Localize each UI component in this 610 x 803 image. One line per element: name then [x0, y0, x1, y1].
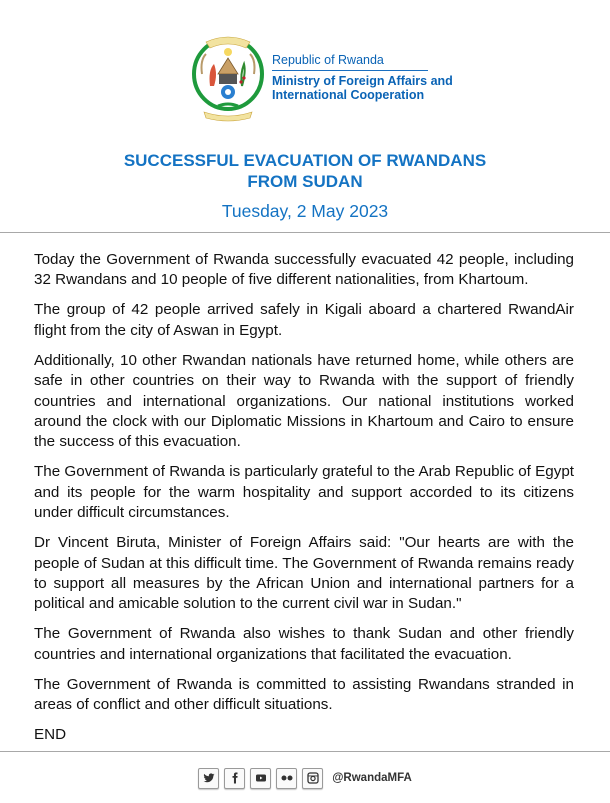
- paragraph: Dr Vincent Biruta, Minister of Foreign Affairs said: "Our hearts are with the people of Sudan at this difficult time. The Government of Rwanda remains ready to support all measures by the African Union and international partners for a political and amicable solution to the current civil war in Sudan.": [34, 534, 574, 613]
- release-date: Tuesday, 2 May 2023: [221, 201, 389, 221]
- twitter-icon: [203, 772, 215, 784]
- press-release-title: [0, 150, 610, 192]
- social-footer: [0, 766, 610, 790]
- youtube-button[interactable]: [250, 768, 271, 789]
- youtube-icon: [255, 772, 267, 784]
- paragraph: The Government of Rwanda is particularly grateful to the Arab Republic of Egypt and its people for the warm hospitality and support accorded to its citizens under difficult circumstances.: [34, 463, 574, 522]
- ministry-name: [272, 74, 453, 102]
- social-handle[interactable]: @RwandaMFA: [332, 772, 412, 784]
- paragraph: The Government of Rwanda is committed to assisting Rwandans stranded in areas of conflict and other difficult situations.: [34, 675, 574, 714]
- paragraph: Today the Government of Rwanda successfully evacuated 42 people, including 32 Rwandans and 10 people of five different nationalities, from Khartoum.: [34, 251, 574, 289]
- end-marker: END: [34, 726, 67, 744]
- ministry-line-1: Ministry of Foreign Affairs and: [272, 74, 453, 88]
- facebook-icon: [229, 772, 241, 784]
- facebook-button[interactable]: [224, 768, 245, 789]
- coat-of-arms-icon: [188, 30, 268, 122]
- paragraph: The Government of Rwanda also wishes to thank Sudan and other friendly countries and international organizations that facilitated the evacuation.: [34, 625, 574, 663]
- twitter-button[interactable]: [198, 768, 219, 789]
- divider-top: [0, 232, 610, 233]
- flickr-icon: [280, 772, 294, 784]
- title-line-2: FROM SUDAN: [247, 172, 363, 191]
- instagram-icon: [307, 772, 319, 784]
- organization-name: [272, 53, 453, 102]
- flickr-button[interactable]: [276, 768, 297, 789]
- title-line-1: SUCCESSFUL EVACUATION OF RWANDANS: [123, 151, 487, 170]
- press-release-body: [34, 250, 574, 755]
- republic-label: Republic of Rwanda: [272, 53, 428, 71]
- divider-bottom: [0, 751, 610, 752]
- paragraph: The group of 42 people arrived safely in Kigali aboard a chartered RwandAir flight from the city of Aswan in Egypt.: [34, 301, 574, 339]
- instagram-button[interactable]: [302, 768, 323, 789]
- ministry-line-2: International Cooperation: [272, 88, 425, 102]
- paragraph: Additionally, 10 other Rwandan nationals have returned home, while others are safe in other countries on their way to Rwanda with the support of friendly countries and international organizations. Our national institutions worked around the clock with our Diplomatic Missions in Khartoum and Cairo to ensure the success of this evacuation.: [34, 351, 574, 451]
- letterhead: [0, 0, 610, 140]
